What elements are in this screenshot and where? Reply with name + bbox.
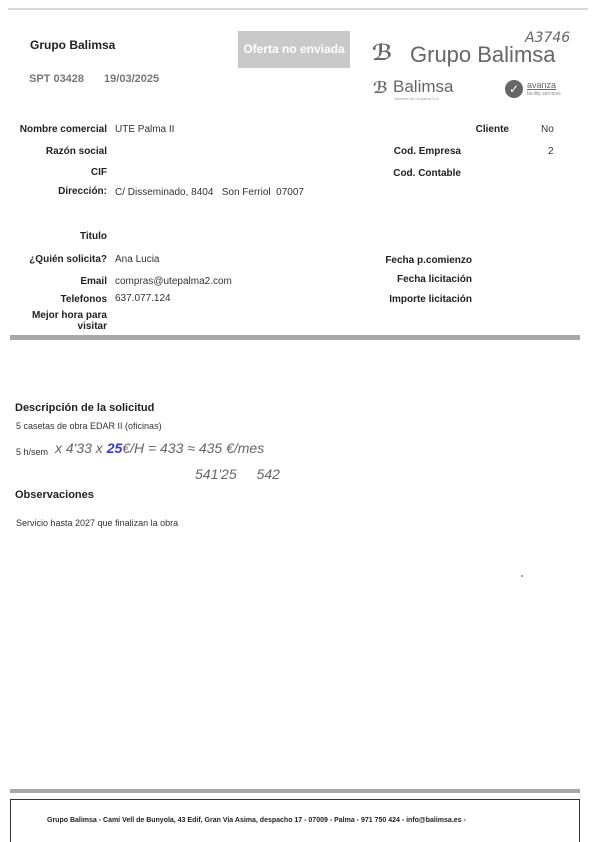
value-direccion: C/ Disseminado, 8404 Son Ferriol 07007 (115, 187, 304, 198)
label-email: Email (80, 276, 107, 287)
label-nombre-comercial: Nombre comercial (19, 124, 107, 135)
handwritten-calculation: x 4'33 x 25€/H = 433 ≈ 435 €/mes (55, 440, 265, 456)
handwritten-reference: A3746 (525, 30, 571, 46)
descripcion-line-2: 5 h/sem (16, 447, 49, 457)
balimsa-logo: ℬ Balimsa Sistema de Limpieza S.A. (373, 77, 454, 101)
observaciones-title: Observaciones (15, 489, 94, 501)
scan-speck (521, 575, 523, 577)
value-email[interactable]: compras@utepalma2.com (115, 276, 232, 287)
offer-status-button[interactable]: Oferta no enviada (238, 31, 350, 68)
label-cif: CIF (90, 167, 107, 178)
descripcion-title: Descripción de la solicitud (15, 402, 155, 414)
avanza-logo: ✓ avanza facility services (505, 80, 575, 102)
label-razon-social: Razón social (45, 146, 107, 157)
value-cliente: No (541, 124, 554, 135)
value-telefonos: 637.077.124 (115, 293, 171, 304)
footer-address: Grupo Balimsa - Camí Vell de Bunyola, 43 Edif, Gran Via Asima, despacho 17 - 07009 - Palma - 971 750 424 - info@balimsa.es - (47, 817, 466, 824)
label-cliente: Cliente (475, 124, 509, 135)
label-mejor-hora: Mejor hora para visitar (31, 310, 107, 332)
label-titulo: Titulo (79, 231, 107, 242)
label-quien-solicita: ¿Quién solicita? (29, 254, 107, 265)
label-fecha-comienzo: Fecha p.comienzo (385, 255, 472, 266)
balimsa-small-b-icon: ℬ (373, 80, 388, 97)
check-icon: ✓ (505, 80, 523, 98)
request-date: 19/03/2025 (104, 73, 160, 85)
request-code-date (29, 73, 159, 85)
descripcion-line-1: 5 casetas de obra EDAR II (oficinas) (16, 421, 162, 431)
label-cod-empresa: Cod. Empresa (393, 146, 461, 157)
label-importe-licitacion: Importe licitación (389, 294, 472, 305)
top-divider (8, 8, 588, 10)
label-direccion: Dirección: (58, 186, 107, 197)
value-quien-solicita: Ana Lucia (115, 254, 160, 265)
handwritten-totals: 541'25 542 (195, 466, 280, 482)
value-cod-empresa: 2 (548, 146, 554, 157)
request-code: SPT 03428 (29, 73, 85, 85)
section-divider (10, 335, 580, 340)
observaciones-text: Servicio hasta 2027 que finalizan la obra (16, 518, 179, 528)
balimsa-b-icon: ℬ (372, 40, 393, 65)
value-nombre-comercial: UTE Palma II (115, 124, 175, 135)
label-cod-contable: Cod. Contable (393, 168, 461, 179)
footer-divider (10, 789, 580, 793)
company-name: Grupo Balimsa (30, 38, 116, 52)
label-telefonos: Telefonos (60, 294, 107, 305)
grupo-balimsa-logo: ℬ Grupo Balimsa (372, 40, 556, 67)
label-fecha-licitacion: Fecha licitación (396, 274, 472, 285)
